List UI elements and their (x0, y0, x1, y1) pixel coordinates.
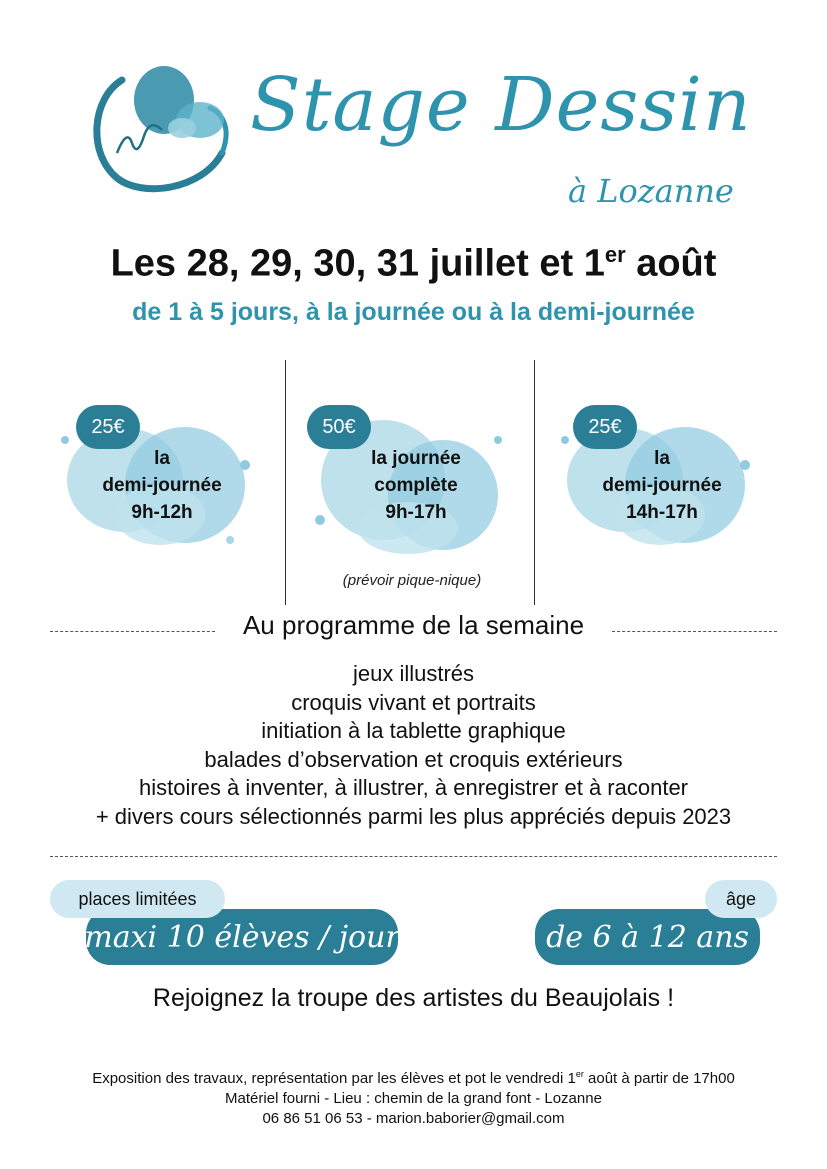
price-label: la demi-journée 9h-12h (102, 448, 222, 523)
dates-heading: Les 28, 29, 30, 31 juillet et 1er août (110, 242, 717, 285)
list-item: jeux illustrés (352, 661, 475, 686)
price-badge: 25€ (76, 405, 140, 449)
dotted-divider (50, 856, 777, 857)
list-item: balades d’observation et croquis extérieurs (204, 746, 623, 772)
price-label: la demi-journée 14h-17h (602, 448, 722, 523)
list-item: croquis vivant et portraits (291, 689, 536, 715)
age-value: de 6 à 12 ans (535, 909, 760, 965)
join-tagline: Rejoignez la troupe des artistes du Beaujolais ! (152, 984, 675, 1012)
capacity-label: places limitées (50, 880, 225, 918)
program-list (0, 660, 827, 831)
column-divider (534, 360, 535, 605)
footer-line-exhibition: Exposition des travaux, représentation par les élèves et pot le vendredi 1er août à partir de 17h00 (92, 1069, 735, 1087)
footer-line-contact: 06 86 51 06 53 - marion.baborier@gmail.com (262, 1110, 565, 1127)
list-item: initiation à la tablette graphique (261, 718, 566, 743)
footer-line-location: Matériel fourni - Lieu : chemin de la grand font - Lozanne (225, 1090, 602, 1107)
price-badge: 25€ (573, 405, 637, 449)
footer-info (0, 1064, 827, 1129)
page-subtitle: à Lozanne (568, 172, 734, 210)
picnic-note: (prévoir pique-nique) (342, 572, 482, 589)
butterfly-logo-icon (82, 58, 232, 193)
program-heading: Au programme de la semaine (242, 610, 585, 640)
list-item: histoires à inventer, à illustrer, à enregistrer et à raconter (138, 775, 689, 800)
formats-subheading: de 1 à 5 jours, à la journée ou à la demi-journée (132, 298, 695, 326)
page-title: Stage Dessin (250, 62, 752, 148)
column-divider (285, 360, 286, 605)
age-label: âge (705, 880, 777, 918)
list-item: + divers cours sélectionnés parmi les plus appréciés depuis 2023 (95, 803, 732, 829)
price-label: la journée complète 9h-17h (371, 448, 461, 523)
capacity-value: maxi 10 élèves / jour (86, 909, 398, 965)
price-badge: 50€ (307, 405, 371, 449)
